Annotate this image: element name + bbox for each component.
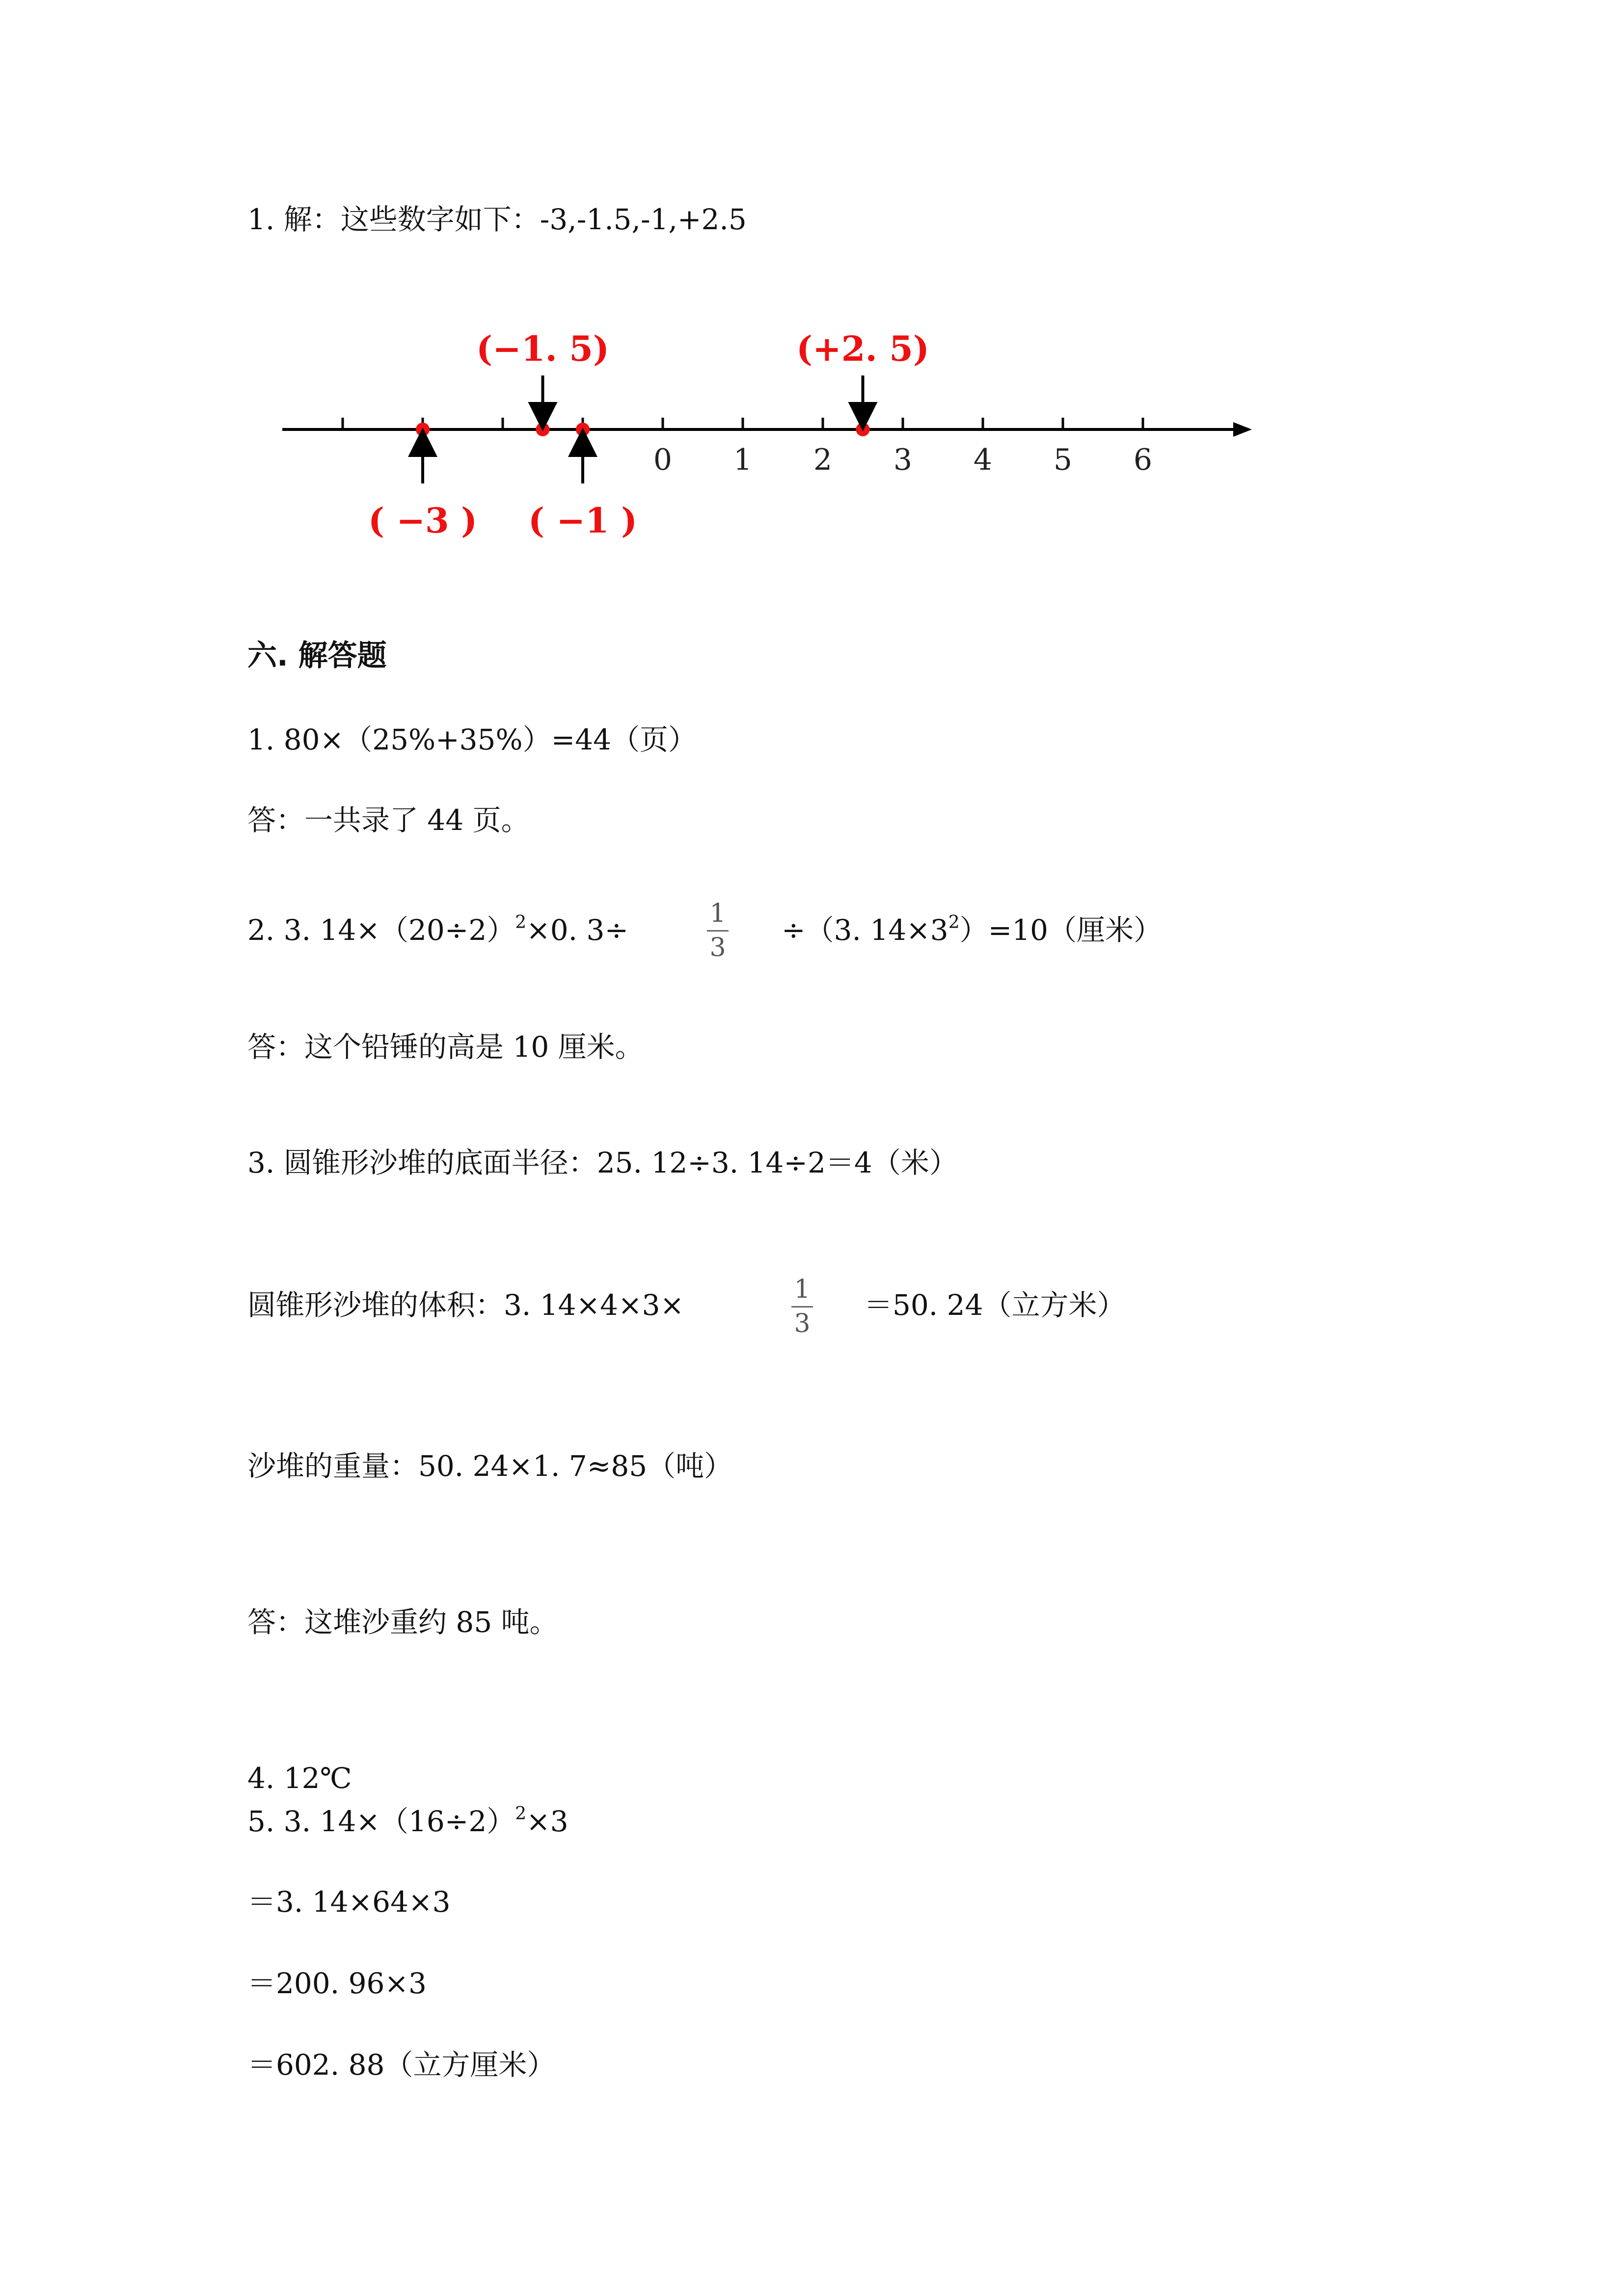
point-label: ( −3 ) bbox=[368, 500, 478, 541]
q2-fraction-denominator: 3 bbox=[709, 933, 726, 962]
q2-part1: 2. 3. 14×（20÷2） bbox=[247, 913, 515, 947]
tick-label: 0 bbox=[653, 443, 673, 477]
q3-fraction-denominator: 3 bbox=[794, 1308, 811, 1338]
q2-fraction bbox=[703, 900, 732, 961]
q3-volume-left: 圆锥形沙堆的体积：3. 14×4×3× bbox=[247, 1288, 684, 1322]
q2-exponent-2: 2 bbox=[948, 912, 960, 933]
q2-answer: 答：这个铅锤的高是 10 厘米。 bbox=[247, 1030, 644, 1064]
axis-arrow-head bbox=[1233, 422, 1252, 437]
number-line-figure bbox=[275, 314, 1257, 550]
q3-radius: 3. 圆锥形沙堆的底面半径：25. 12÷3. 14÷2＝4（米） bbox=[247, 1146, 958, 1179]
q3-weight: 沙堆的重量：50. 24×1. 7≈85（吨） bbox=[247, 1449, 733, 1483]
q3-answer: 答：这堆沙重约 85 吨。 bbox=[247, 1605, 558, 1639]
tick-label: 2 bbox=[813, 443, 833, 477]
tick-label: 1 bbox=[733, 443, 753, 477]
tick-label: 3 bbox=[893, 443, 913, 477]
point-label: (−1. 5) bbox=[476, 328, 610, 369]
solution-1-text: 1. 解：这些数字如下：-3,-1.5,-1,+2.5 bbox=[247, 203, 747, 236]
q5-exponent: 2 bbox=[515, 1804, 527, 1824]
q2-part4: ）=10（厘米） bbox=[959, 913, 1162, 947]
q2-fraction-numerator: 1 bbox=[709, 899, 726, 928]
q5-step-3: ＝602. 88（立方厘米） bbox=[247, 2048, 556, 2082]
point-label: (+2. 5) bbox=[796, 328, 930, 369]
marked-point bbox=[856, 423, 870, 436]
q5-equation bbox=[247, 1804, 568, 1838]
marked-point bbox=[416, 423, 430, 436]
tick-label: 5 bbox=[1053, 443, 1073, 477]
q3-fraction bbox=[787, 1276, 817, 1337]
tick-label: 4 bbox=[973, 443, 993, 477]
q3-volume-right: ＝50. 24（立方米） bbox=[864, 1288, 1126, 1322]
q2-exponent-1: 2 bbox=[515, 912, 527, 933]
q2-equation-left bbox=[247, 912, 629, 947]
tick-label: 6 bbox=[1133, 443, 1153, 477]
fraction-bar bbox=[791, 1306, 813, 1308]
q2-equation-right bbox=[782, 912, 1162, 947]
section-heading: 六. 解答题 bbox=[247, 639, 387, 673]
q2-part3: ÷（3. 14×3 bbox=[782, 913, 948, 947]
marked-point bbox=[576, 423, 590, 436]
q5-step-2: ＝200. 96×3 bbox=[247, 1967, 427, 2000]
q5-part2: ×3 bbox=[526, 1805, 568, 1838]
marked-point bbox=[536, 423, 550, 436]
q1-answer: 答：一共录了 44 页。 bbox=[247, 803, 530, 837]
point-label: ( −1 ) bbox=[528, 500, 638, 541]
q5-part1: 5. 3. 14×（16÷2） bbox=[247, 1805, 515, 1838]
q5-step-1: ＝3. 14×64×3 bbox=[247, 1885, 451, 1919]
q4-text: 4. 12℃ bbox=[247, 1762, 352, 1795]
q2-part2: ×0. 3÷ bbox=[526, 913, 629, 947]
fraction-bar bbox=[707, 930, 729, 932]
q1-equation: 1. 80×（25%+35%）=44（页） bbox=[247, 723, 697, 756]
q3-fraction-numerator: 1 bbox=[794, 1275, 811, 1304]
